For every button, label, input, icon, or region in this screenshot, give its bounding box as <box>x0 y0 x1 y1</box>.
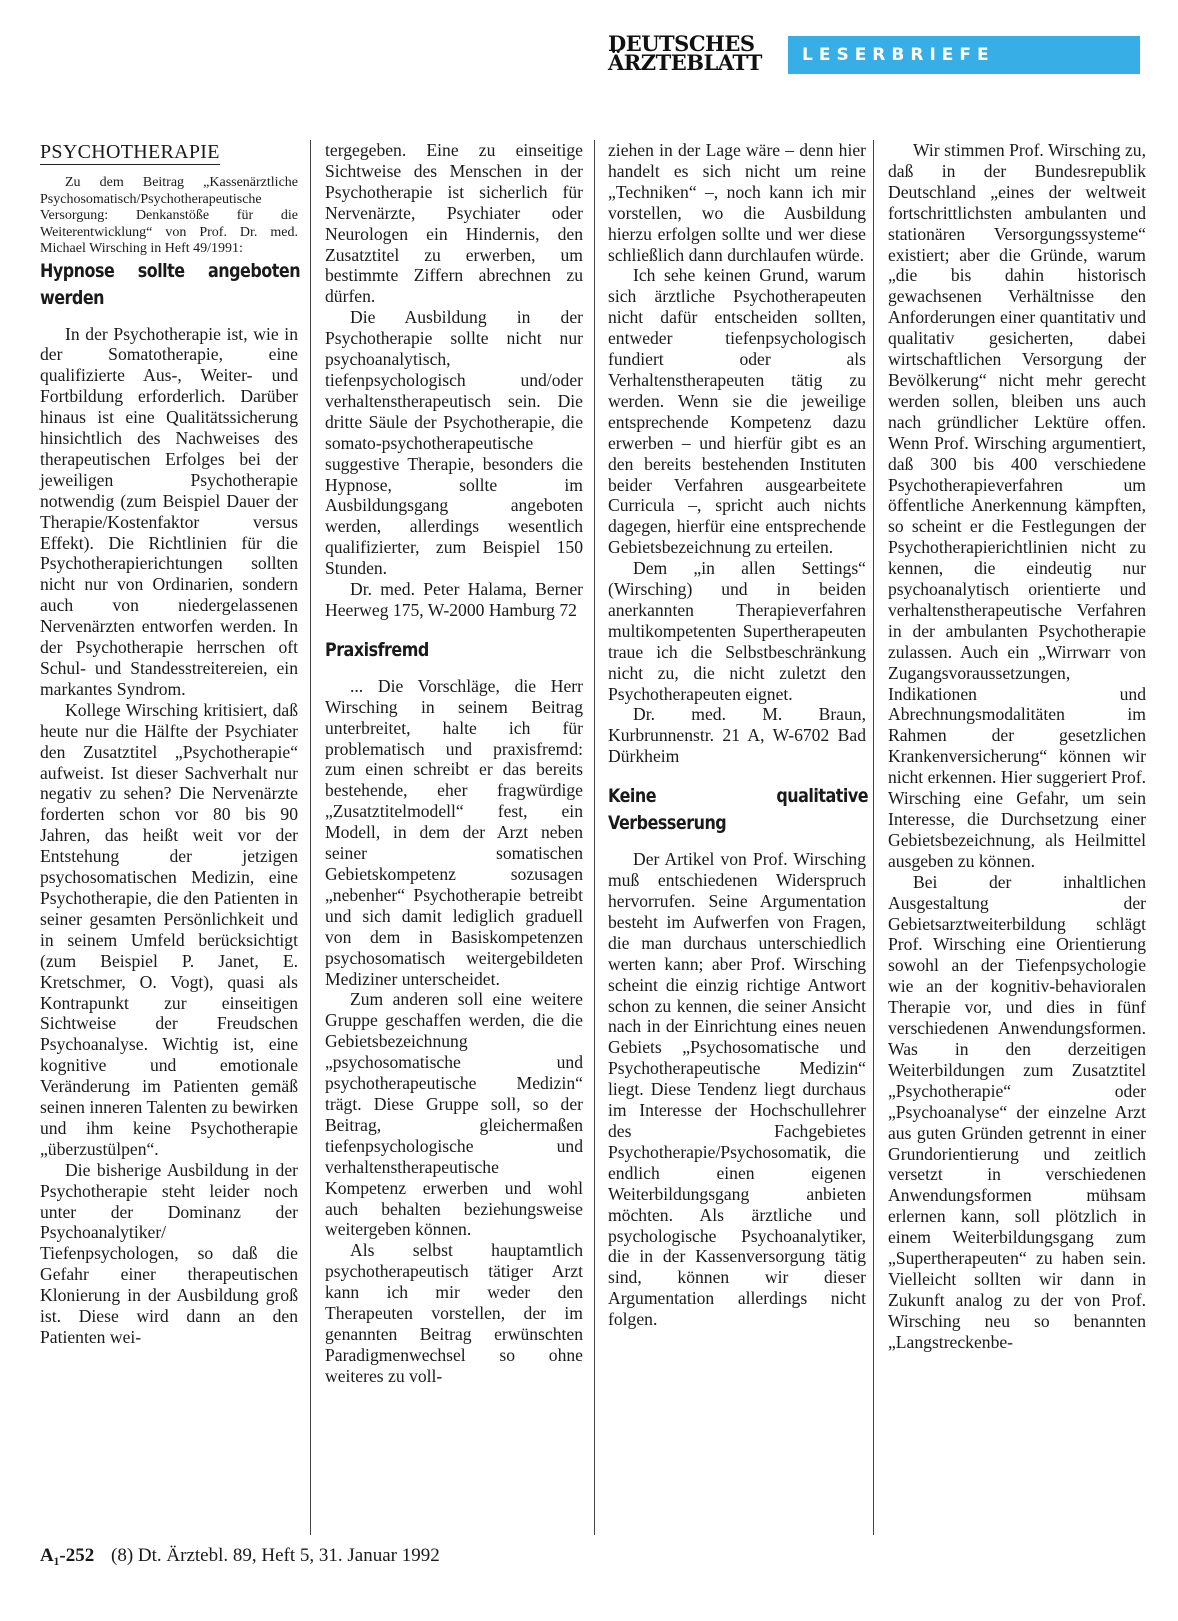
column-rule <box>310 140 311 1535</box>
letter-3-paragraph: Wir stimmen Prof. Wirsching zu, daß in der Bundesrepublik Deutschland „eines der weltweit fortschrittlichsten ambulanten und stationären Versorgungssysteme“ existiert; aber die Gründe, warum „die bis dahin historisch gewachsenen Verhältnisse den Anforderungen einer quantitativ und qualitativ gesicherten, dabei wirtschaftlichen Versorgung der Bevölkerung“ nicht mehr gerecht werden sollen, bleiben uns auch nach gründlicher Lektüre offen. Wenn Prof. Wirsching argumentiert, daß 300 bis 400 verschiedene Psychotherapieverfahren um öffentliche Anerkennung kämpften, so scheint er die Festlegungen der Psychotherapierichtlinien nicht zu kennen, die eindeutig nur psychoanalytisch orientierte und verhaltenstherapeutische Verfahren in der ambulanten Psychotherapie zulassen. Auch ein „Wirrwarr von Zugangsvoraussetzungen, Indikationen und Abrechnungsmodalitäten im Rahmen der gesetzlichen Krankenversicherung“ können wir nicht erkennen. Hier suggeriert Prof. Wirsching eine Gefahr, um sein Interesse, die Durchsetzung einer Gebietsbezeichnung, als Heilmittel ausgeben zu können. <box>888 140 1146 871</box>
column-1 <box>40 140 301 1348</box>
letter-2-paragraph: Als selbst hauptamtlich psychotherapeutisch tätiger Arzt kann ich mir weder den Therapeuten vorstellen, der im genannten Beitrag erwünschten Paradigmenwechsel so ohne weiteres zu voll- <box>325 1240 583 1386</box>
letter-2-paragraph: Zum anderen soll eine weitere Gruppe geschaffen werden, die die Gebietsbezeichnung „psychosomatische und psychotherapeutische Medizin“ trägt. Diese Gruppe soll, so der Beitrag, gleichermaßen tiefenpsychologische und verhaltenstherapeutische Kompetenz erwerben und wohl auch behalten beziehungsweise weitergeben können. <box>325 989 583 1240</box>
journal-citation: (8) Dt. Ärztebl. 89, Heft 5, 31. Januar 1992 <box>111 1545 440 1566</box>
letter-2-paragraph: Dem „in allen Settings“ (Wirsching) und in beiden anerkannten Therapieverfahren multikompetenten Supertherapeuten traue ich die Selbstbeschränkung nicht zu, die nicht zuletzt den Psychotherapeuten eignet. <box>608 558 866 704</box>
column-rule <box>873 140 874 1535</box>
column-4 <box>888 140 1146 1353</box>
letter-1-paragraph: Kollege Wirsching kritisiert, daß heute nur die Hälfte der Psychiater den Zusatztitel „Psychotherapie“ aufweist. Ist dieser Sachverhalt nur negativ zu sehen? Die Nervenärzte forderten schon vor 80 bis 90 Jahren, das heißt weit vor der Entstehung der jetzigen psychosomatischen Medizin, eine Psychotherapie, die den Patienten in seiner gesamten Persönlichkeit und in seinem Umfeld berücksichtigt (zum Beispiel P. Janet, E. Kretschmer, O. Vogt), quasi als Kontrapunkt zur einseitigen Sichtweise der Freudschen Psychoanalyse. Wichtig ist, eine kognitive und emotionale Veränderung im Patienten gemäß seinen inneren Talenten zu bewirken und ihm keine Psychotherapie „überzustülpen“. <box>40 699 298 1159</box>
column-3 <box>608 140 869 1330</box>
letter-1-paragraph: tergegeben. Eine zu einseitige Sichtweise des Menschen in der Psychotherapie ist sicherlich für Nervenärzte, Psychiater oder Neurologen ein Hindernis, den Zusatztitel zu erwerben, um bestimmte Ziffern abrechnen zu dürfen. <box>325 140 583 307</box>
letter-3-paragraph: Der Artikel von Prof. Wirsching muß entschiedenen Widerspruch hervorrufen. Seine Argumentation besteht im Aufwerfen von Fragen, die man durchaus unterschiedlich werten kann; aber Prof. Wirsching scheint die einzig richtige Antwort schon zu kennen, die seiner Ansicht nach in der Einrichtung eines neuen Gebiets „Psychosomatische und Psychotherapeutische Medizin“ liegt. Diese Tendenz liegt durchaus im Interesse der Hochschullehrer des Fachgebietes Psychotherapie/Psychosomatik, die endlich einen eigenen Weiterbildungsgang anbieten möchten. Als ärztliche und psychologische Psychoanalytiker, die in der Kassenversorgung tätig sind, können wir dieser Argumentation allerdings nicht folgen. <box>608 849 866 1330</box>
letter-3-paragraph: Bei der inhaltlichen Ausgestaltung der Gebietsarztweiterbildung schlägt Prof. Wirsching eine Orientierung sowohl an der Tiefenpsychologie wie an der kognitiv-behavioralen Therapie vor, und dies in fünf verschiedenen Anwendungsformen. Was in den derzeitigen Weiterbildungen zum Zusatztitel „Psychotherapie“ oder „Psychoanalyse“ der einzelne Arzt aus guten Gründen getrennt in einer Grundorientierung und zeitlich versetzt in verschiedenen Anwendungsformen mühsam erlernen kann, soll plötzlich in einem Weiterbildungsgang zum „Supertherapeuten“ zu haben sein. Vielleicht sollten wir dann in Zukunft analog zu der von Prof. Wirsching neu so benannten „Langstreckenbe- <box>888 871 1146 1352</box>
masthead-line-2: ÄRZTEBLATT <box>608 50 762 75</box>
letter-2-headline: Praxisfremd <box>325 638 429 661</box>
column-2 <box>325 140 583 1387</box>
page-footer <box>40 1545 440 1567</box>
masthead-line-1: DEUTSCHES <box>608 31 755 56</box>
letter-1-signature: Dr. med. Peter Halama, Berner Heerweg 175, W-2000 Hamburg 72 <box>325 579 583 620</box>
page-number: A₁-252 <box>40 1545 95 1566</box>
letter-2-paragraph: ziehen in der Lage wäre – denn hier handelt es sich nicht um reine „Techniken“ –, noch kann ich mir vorstellen, wo die Ausbildung hierzu erfolgen sollte und wer diese schließlich dann durchlaufen würde. <box>608 140 866 265</box>
letter-2-signature: Dr. med. M. Braun, Kurbrunnenstr. 21 A, W-6702 Bad Dürkheim <box>608 704 866 767</box>
letter-1-headline: Hypnose sollte angeboten werden <box>40 259 301 309</box>
intro-note: Zu dem Beitrag „Kassenärztliche Psychosomatisch/Psychotherapeutische Versorgung: Denkanstöße für die Weiterentwicklung“ von Prof. Dr. med. Michael Wirsching in Heft 49/1991: <box>40 175 298 256</box>
topic-heading: PSYCHOTHERAPIE <box>40 141 220 163</box>
column-rule <box>594 140 595 1535</box>
letter-3-headline: Keine qualitative Verbesserung <box>608 785 869 835</box>
letter-2-paragraph: ... Die Vorschläge, die Herr Wirsching in seinem Beitrag unterbreitet, halte ich für problematisch und praxisfremd: zum einen schreibt er das bereits bestehende, eher fragwürdige „Zusatztitelmodell“ fest, ein Modell, in dem der Arzt neben seiner somatischen Gebietskompetenz sozusagen „nebenher“ Psychotherapie betreibt und sich damit lediglich graduell von dem in Basiskompetenzen psychosomatisch weitergebildeten Mediziner unterscheidet. <box>325 675 583 989</box>
letter-2-paragraph: Ich sehe keinen Grund, warum sich ärztliche Psychotherapeuten nicht dafür entscheiden sollten, entweder tiefenpsychologisch fundiert oder als Verhaltenstherapeuten tätig zu werden. Wenn sie die jeweilige entsprechende Kompetenz dazu erwerben – und hierfür gibt es an den bereits bestehenden Instituten beider Verfahren ausgearbeitete Curricula –, spricht auch nichts dagegen, hierfür eine entsprechende Gebietsbezeichnung zu erteilen. <box>608 265 866 558</box>
journal-masthead <box>608 31 762 75</box>
letter-1-paragraph: Die Ausbildung in der Psychotherapie sollte nicht nur psychoanalytisch, tiefenpsychologisch und/oder verhaltenstherapeutisch sein. Die dritte Säule der Psychotherapie, die somato-psychotherapeutische suggestive Therapie, besonders die Hypnose, sollte im Ausbildungsgang angeboten werden, allerdings wesentlich qualifizierter, zum Beispiel 150 Stunden. <box>325 307 583 579</box>
letter-1-paragraph: In der Psychotherapie ist, wie in der Somatotherapie, eine qualifizierte Aus-, Weiter- und Fortbildung erforderlich. Darüber hinaus ist eine Qualitätssicherung hinsichtlich des Nachweises des therapeutischen Erfolges bei der jeweiligen Psychotherapie notwendig (zum Beispiel Dauer der Therapie/Kostenfaktor versus Effekt). Die Richtlinien für die Psychotherapierichtungen sollten nicht nur von Ordinarien, sondern auch von niedergelassenen Nervenärzten entworfen werden. In der Psychotherapie herrschen oft Schul- und Standesstreitereien, ein markantes Syndrom. <box>40 323 298 699</box>
section-banner: LESERBRIEFE <box>788 36 1140 74</box>
letter-1-paragraph: Die bisherige Ausbildung in der Psychotherapie steht leider noch unter der Dominanz der Psychoanalytiker/ Tiefenpsychologen, so daß die Gefahr einer therapeutischen Klonierung in der Ausbildung groß ist. Diese wird dann an den Patienten wei- <box>40 1159 298 1347</box>
